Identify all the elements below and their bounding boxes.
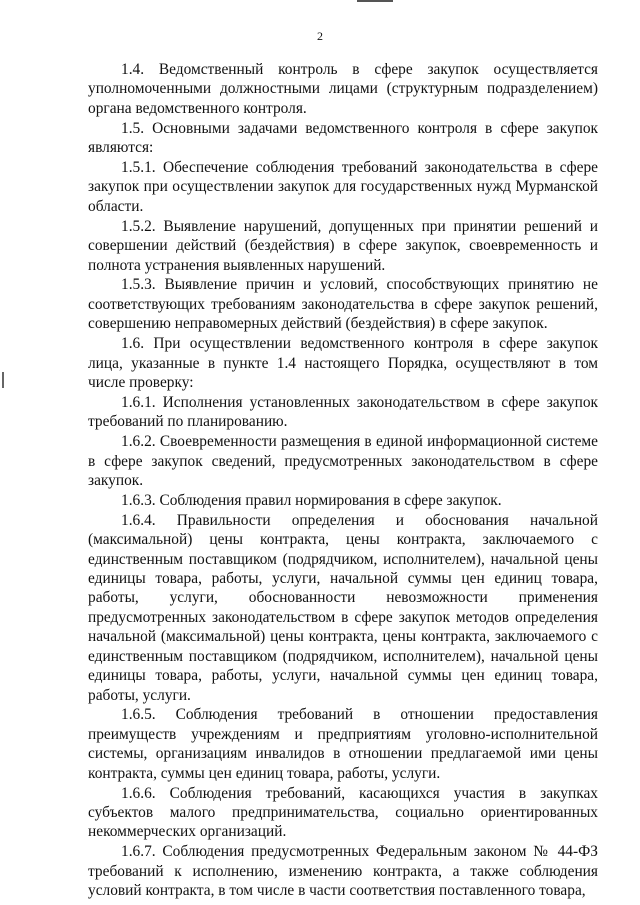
paragraph-1-6-1: 1.6.1. Исполнения установленных законодательством в сфере закупок требований по планированию. [88, 393, 598, 431]
paragraph-1-6-7: 1.6.7. Соблюдения предусмотренных Федеральным законом № 44-ФЗ требований к исполнению, изменению контракта, а также соблюдения условий контракта, в том числе в части соответствия поставленного товара, [88, 843, 598, 900]
scan-margin-mark [2, 372, 4, 388]
paragraph-1-6: 1.6. При осуществлении ведомственного контроля в сфере закупок лица, указанные в пункте 1.4 настоящего Порядка, осуществляют в том числе проверку: [88, 335, 598, 391]
paragraph-1-6-5: 1.6.5. Соблюдения требований в отношении предоставления преимуществ учреждениям и предприятиям уголовно-исполнительной системы, организациям инвалидов в отношении предлагаемой ими цены контракта, суммы цен единиц товара, работы, услуги. [88, 706, 598, 782]
paragraph-1-6-2: 1.6.2. Своевременности размещения в единой информационной системе в сфере закупок сведений, предусмотренных законодательством в сфере закупок. [88, 433, 598, 490]
paragraph-1-6-4: 1.6.4. Правильности определения и обоснования начальной (максимальной) цены контракта, цены контракта, заключаемого с единственным поставщиком (подрядчиком, исполнителем), начальной цены единицы товара, работы, услуги, начальной суммы цен единиц товара, работы, услуги, обоснованности невозможности применения предусмотренных законодательством в сфере закупок методов определения начальной (максимальной) цены контракта, цены контракта, заключаемого с единственным поставщиком (подрядчиком, исполнителем), начальной цены единицы товара, работы, услуги, начальной суммы цен единиц товара, работы, услуги. [88, 511, 598, 704]
paragraph-1-5-3: 1.5.3. Выявление причин и условий, способствующих принятию не соответствующих требованиям законодательства в сфере закупок решений, совершению неправомерных действий (бездействия) в сфере закупок. [88, 276, 598, 333]
paragraph-1-6-6: 1.6.6. Соблюдения требований, касающихся участия в закупках субъектов малого предпринимательства, социально ориентированных некоммерческих организаций. [88, 784, 598, 841]
paragraph-1-5: 1.5. Основными задачами ведомственного контроля в сфере закупок являются: [88, 119, 598, 157]
paragraph-1-5-2: 1.5.2. Выявление нарушений, допущенных при принятии решений и совершении действий (бездействия) в сфере закупок, своевременность и полнота устранения выявленных нарушений. [88, 217, 598, 274]
scan-edge-mark [357, 0, 393, 2]
paragraph-1-4: 1.4. Ведомственный контроль в сфере закупок осуществляется уполномоченными должностными лицами (структурным подразделением) органа ведомственного контроля. [88, 61, 598, 117]
page-number: 2 [317, 29, 323, 43]
paragraph-1-5-1: 1.5.1. Обеспечение соблюдения требований законодательства в сфере закупок при осуществлении закупок для государственных нужд Мурманской области. [88, 159, 598, 215]
paragraph-1-6-3: 1.6.3. Соблюдения правил нормирования в сфере закупок. [121, 491, 502, 509]
document-body [88, 60, 598, 900]
